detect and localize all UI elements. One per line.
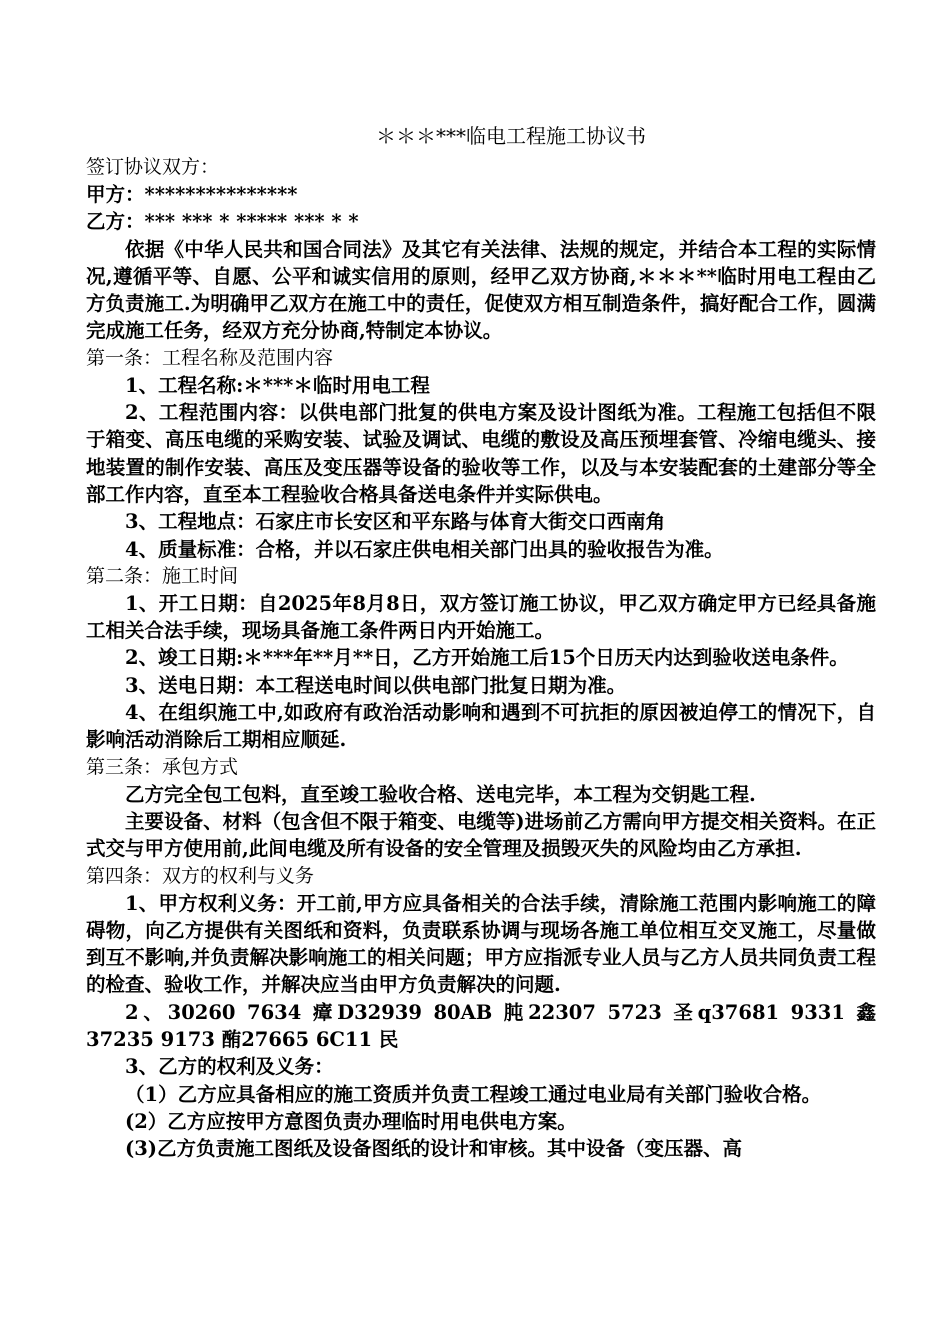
section-2-heading: 第二条：施工时间 bbox=[86, 564, 239, 587]
section-4-heading: 第四条：双方的权利与义务 bbox=[86, 864, 315, 887]
section-1-heading: 第一条：工程名称及范围内容 bbox=[86, 346, 334, 369]
document-title: ＊＊＊***临电工程施工协议书 bbox=[376, 124, 646, 148]
section-2-item-2: 2、竣工日期:＊***年**月**日，乙方开始施工后15个日历天内达到验收送电条件。 bbox=[125, 646, 849, 670]
agreement-page bbox=[86, 118, 876, 1163]
party-a-line: 甲方：*************** bbox=[86, 183, 298, 206]
section-4-item-1: 1、甲方权利义务：开工前,甲方应具备相关的合法手续，清除施工范围内影响施工的障碍物，向乙方提供有关图纸和资料，负责联系协调与现场各施工单位相互交叉施工，尽量做到互不影响,并负责解决影响施工的相关问题；甲方应指派专业人员与乙方人员共同负责工程的检查、验收工作，并解决应当由甲方负责解决的问题. bbox=[86, 891, 876, 997]
section-4-item-5: (2）乙方应按甲方意图负责办理临时用电供电方案。 bbox=[125, 1109, 577, 1133]
section-2-item-3: 3、送电日期：本工程送电时间以供电部门批复日期为准。 bbox=[125, 673, 627, 697]
section-4-item-4: （1）乙方应具备相应的施工资质并负责工程竣工通过电业局有关部门验收合格。 bbox=[125, 1082, 822, 1106]
party-b-line: 乙方：*** *** * ***** *** * * bbox=[86, 210, 359, 234]
section-1-item-4: 4、质量标准：合格，并以石家庄供电相关部门出具的验收报告为准。 bbox=[125, 537, 724, 561]
section-3-heading: 第三条：承包方式 bbox=[86, 755, 239, 778]
section-4-item-3: 3、乙方的权利及义务： bbox=[125, 1055, 334, 1079]
section-1-item-2: 2、工程范围内容：以供电部门批复的供电方案及设计图纸为准。工程施工包括但不限于箱变、高压电缆的采购安装、试验及调试、电缆的敷设及高压预埋套管、冷缩电缆头、接地装置的制作安装、高压及变压器等设备的验收等工作，以及与本安装配套的土建部分等全部工作内容，直至本工程验收合格具备送电条件并实际供电。 bbox=[86, 401, 876, 506]
parties-label: 签订协议双方： bbox=[86, 156, 220, 178]
section-2-item-1: 1、开工日期：自2025年8月8日，双方签订施工协议，甲乙双方确定甲方已经具备施工相关合法手续，现场具备施工条件两日内开始施工。 bbox=[86, 591, 876, 643]
intro-paragraph: 依据《中华人民共和国合同法》及其它有关法律、法规的规定，并结合本工程的实际情况,遵循平等、自愿、公平和诚实信用的原则，经甲乙双方协商,＊＊＊**临时用电工程由乙方负责施工.为明确甲乙双方在施工中的责任，促使双方相互制造条件，搞好配合工作，圆满完成施工任务，经双方充分协商,特制定本协议。 bbox=[86, 237, 876, 343]
section-4-item-2: 2、30260 7634 瘴D32939 80AB 肫22307 5723 圣q37681 9331 鑫37235 9173 酭27665 6C11 民 bbox=[86, 1000, 876, 1052]
section-1-item-3: 3、工程地点：石家庄市长安区和平东路与体育大街交口西南角 bbox=[125, 510, 666, 534]
section-4-item-6: (3)乙方负责施工图纸及设备图纸的设计和审核。其中设备（变压器、高 bbox=[125, 1137, 743, 1161]
section-3-item-1: 乙方完全包工包料，直至竣工验收合格、送电完毕，本工程为交钥匙工程. bbox=[125, 782, 756, 806]
section-2-item-4: 4、在组织施工中,如政府有政治活动影响和遇到不可抗拒的原因被迫停工的情况下，自影响活动消除后工期相应顺延. bbox=[86, 701, 876, 752]
section-3-item-2: 主要设备、材料（包含但不限于箱变、电缆等)进场前乙方需向甲方提交相关资料。在正式交与甲方使用前,此间电缆及所有设备的安全管理及损毁灭失的风险均由乙方承担. bbox=[86, 809, 876, 861]
section-1-item-1: 1、工程名称:＊***＊临时用电工程 bbox=[125, 373, 430, 397]
